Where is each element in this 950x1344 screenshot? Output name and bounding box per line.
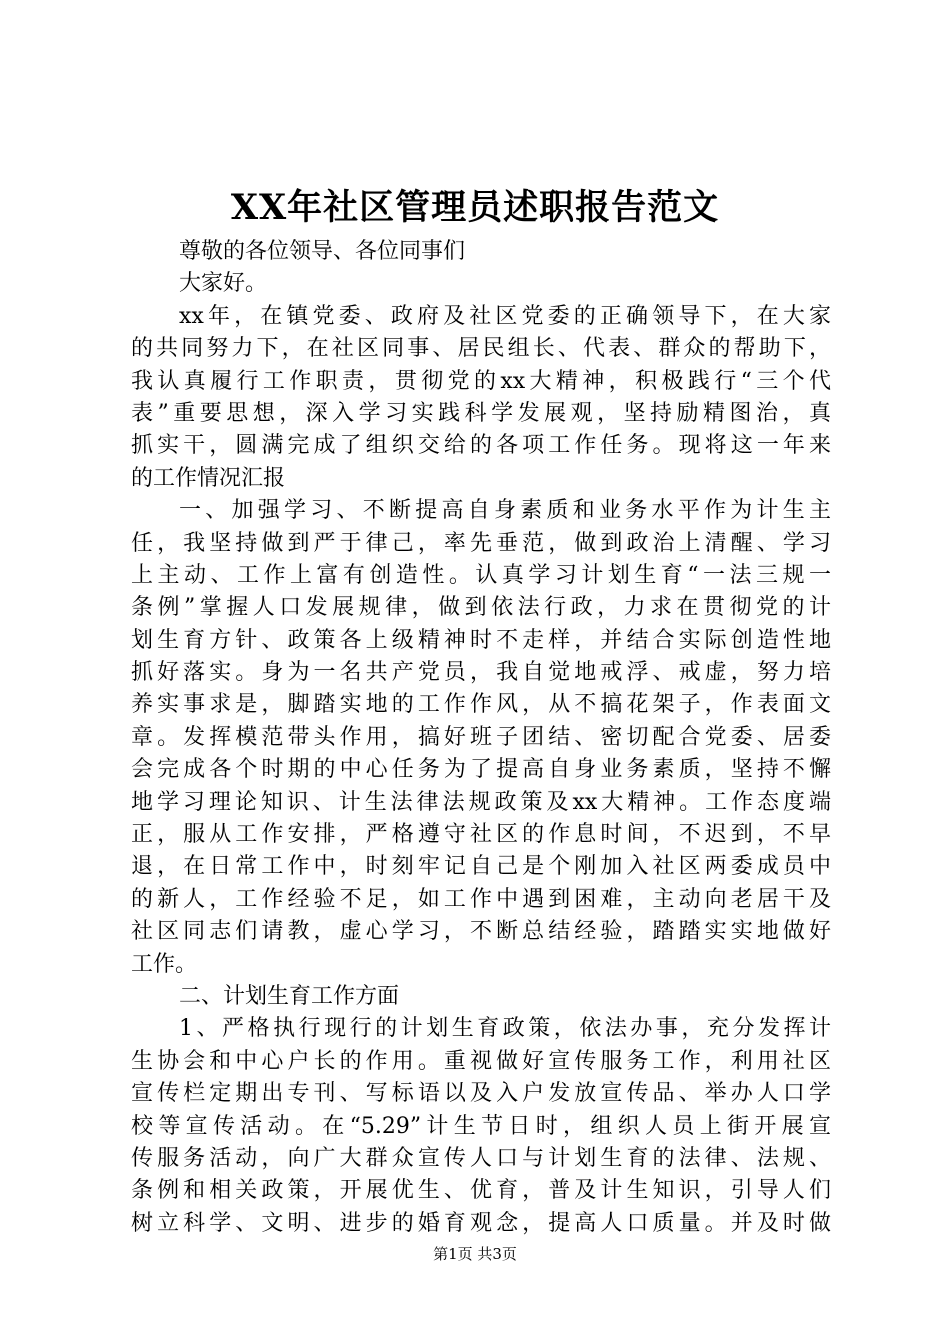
text-line: 社区同志们请教，虚心学习，不断总结经验，踏踏实实地做好	[131, 919, 831, 945]
text-line: 条例和相关政策，开展优生、优育，普及计生知识，引导人们	[131, 1178, 831, 1204]
text-line: 尊敬的各位领导、各位同事们	[179, 239, 466, 264]
text-line: 章。发挥模范带头作用，搞好班子团结、密切配合党委、居委	[131, 724, 831, 750]
text-line: 上主动、工作上富有创造性。认真学习计划生育“一法三规一	[131, 562, 831, 588]
text-line: 地学习理论知识、计生法律法规政策及xx大精神。工作态度端	[131, 789, 831, 815]
text-line: 抓实干，圆满完成了组织交给的各项工作任务。现将这一年来	[131, 433, 831, 459]
text-line: 宣传栏定期出专刊、写标语以及入户发放宣传品、举办人口学	[131, 1081, 831, 1107]
text-line: 会完成各个时期的中心任务为了提高自身业务素质，坚持不懈	[131, 757, 831, 783]
text-line: 生协会和中心户长的作用。重视做好宣传服务工作，利用社区	[131, 1048, 831, 1074]
text-line: 我认真履行工作职责，贯彻党的xx大精神，积极践行“三个代	[131, 368, 831, 394]
text-line: 的共同努力下，在社区同事、居民组长、代表、群众的帮助下，	[131, 336, 831, 362]
text-line: 退，在日常工作中，时刻牢记自己是个刚加入社区两委成员中	[131, 854, 831, 880]
text-line: 工作。	[131, 951, 198, 977]
text-line: 条例”掌握人口发展规律，做到依法行政，力求在贯彻党的计	[131, 595, 831, 621]
text-line: 养实事求是，脚踏实地的工作作风，从不搞花架子，作表面文	[131, 692, 831, 718]
text-line: 1、严格执行现行的计划生育政策，依法办事，充分发挥计	[179, 1016, 831, 1042]
text-line: xx年，在镇党委、政府及社区党委的正确领导下，在大家	[179, 303, 831, 329]
text-line: 正，服从工作安排，严格遵守社区的作息时间，不迟到，不早	[131, 822, 831, 848]
text-line: 一、加强学习、不断提高自身素质和业务水平作为计生主	[179, 498, 831, 524]
text-line: 大家好。	[179, 271, 268, 297]
text-line: 校等宣传活动。在“5.29”计生节日时，组织人员上街开展宣	[131, 1113, 831, 1139]
text-line: 划生育方针、政策各上级精神时不走样，并结合实际创造性地	[131, 627, 831, 653]
text-line: 的工作情况汇报	[131, 465, 286, 491]
text-line: 传服务活动，向广大群众宣传人口与计划生育的法律、法规、	[131, 1145, 831, 1171]
text-line: 树立科学、文明、进步的婚育观念，提高人口质量。并及时做	[131, 1210, 831, 1236]
text-line: 抓好落实。身为一名共产党员，我自觉地戒浮、戒虚，努力培	[131, 660, 831, 686]
document-title: XX年社区管理员述职报告范文	[230, 187, 720, 228]
page-footer: 第1页 共3页	[433, 1245, 517, 1263]
text-line: 任，我坚持做到严于律己，率先垂范，做到政治上清醒、学习	[131, 530, 831, 556]
text-line: 二、计划生育工作方面	[179, 983, 400, 1009]
document-body	[131, 236, 831, 1240]
text-line: 表”重要思想，深入学习实践科学发展观，坚持励精图治，真	[131, 400, 831, 426]
text-line: 的新人，工作经验不足，如工作中遇到困难，主动向老居干及	[131, 886, 831, 912]
